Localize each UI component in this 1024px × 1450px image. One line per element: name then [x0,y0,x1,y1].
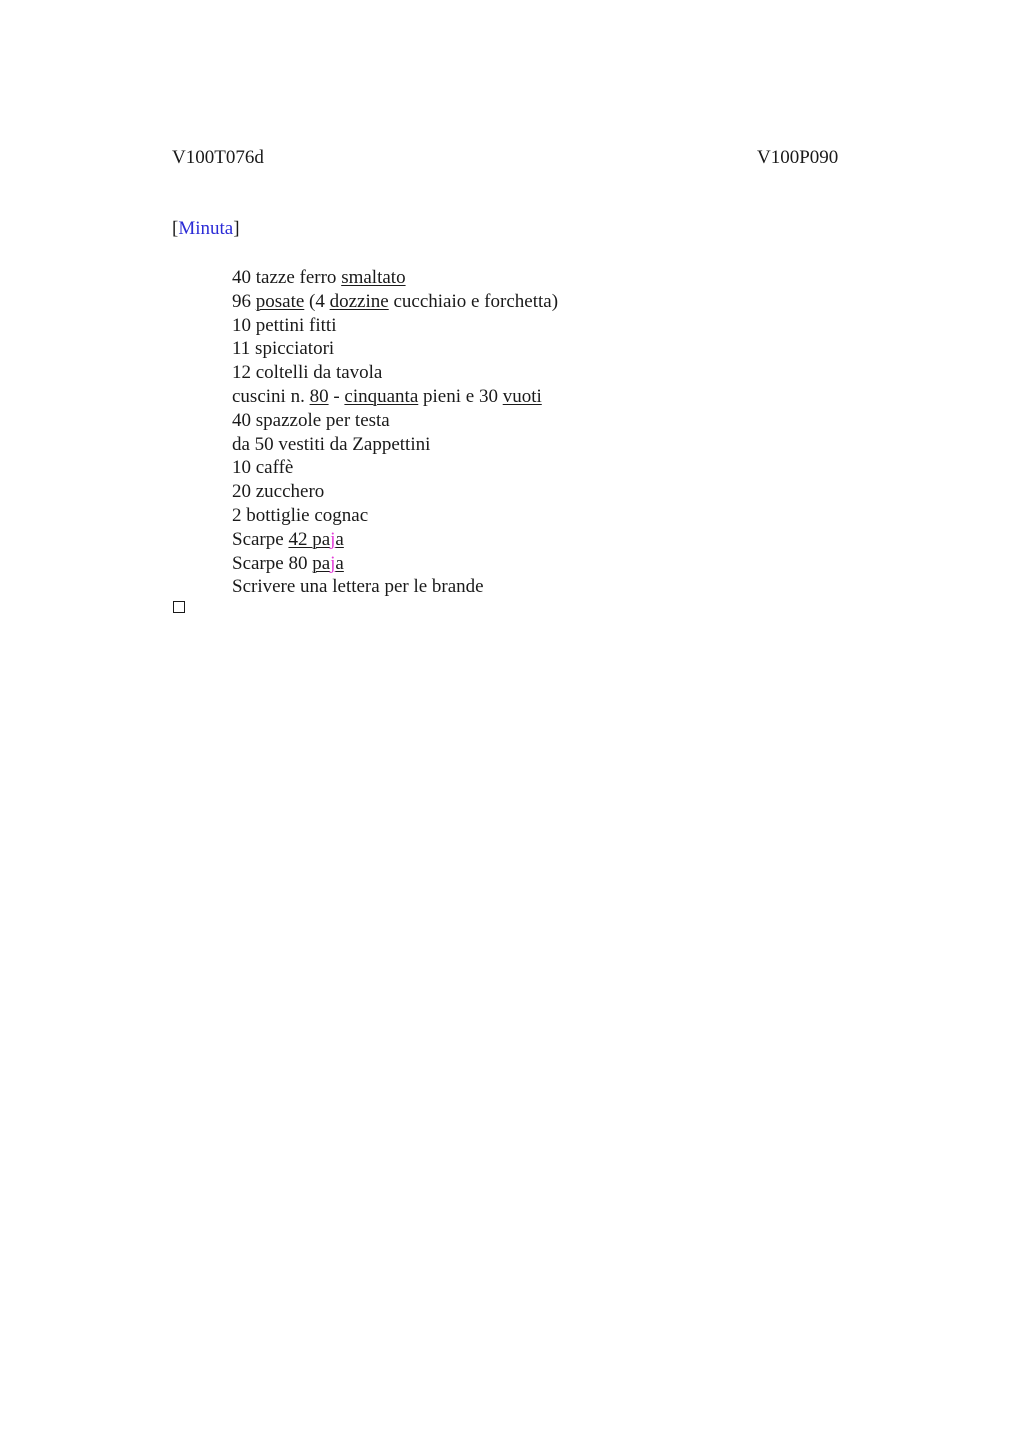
item-list [232,266,558,599]
item-text: 96 [232,290,256,312]
underlined-text: pa [312,552,331,574]
list-item [232,480,558,504]
document-code-right: V100P090 [757,147,839,168]
underlined-text: cinquanta [344,385,419,407]
item-text: 2 bottiglie cognac [232,504,369,526]
list-item [232,337,558,361]
item-text: cuscini n. [232,385,310,407]
item-text: 12 coltelli da tavola [232,362,383,384]
item-text: (4 [304,290,330,312]
list-item [232,528,558,552]
close-bracket: ] [233,218,240,239]
underlined-text: vuoti [502,385,542,407]
underlined-text: smaltato [341,267,406,288]
item-text: da 50 vestiti da Zappettini [232,433,431,455]
open-bracket: [ [172,218,179,239]
list-item [232,433,558,457]
item-text: cucchiaio e forchetta) [388,290,559,312]
item-text: Scrivere una lettera per le brande [232,576,484,598]
list-item [232,314,558,338]
item-text: Scarpe [232,528,289,550]
item-text: 20 zucchero [232,481,325,503]
list-item [232,552,558,576]
list-item [232,290,558,314]
underlined-text: j [330,528,336,550]
list-item [232,409,558,433]
item-text: Scarpe 80 [232,552,313,574]
item-text: pieni e 30 [418,385,503,407]
underlined-text: 80 [309,385,329,407]
list-item [232,456,558,480]
underlined-text: j [330,552,336,574]
underlined-text: dozzine [329,290,389,312]
note-label: Minuta [178,218,234,239]
list-item [232,385,558,409]
underlined-text: a [335,528,344,550]
empty-square-icon [173,601,185,613]
list-item [232,361,558,385]
list-item [232,504,558,528]
note-tag [172,218,240,240]
underlined-text: 42 pa [288,528,331,550]
item-text: 11 spicciatori [232,338,335,360]
item-text: 40 tazze ferro [232,267,342,288]
item-text: 10 caffè [232,457,294,479]
underlined-text: a [335,552,344,574]
item-text: - [328,385,345,407]
item-text: 40 spazzole per testa [232,409,390,431]
item-text: 10 pettini fitti [232,314,337,336]
underlined-text: posate [255,290,305,312]
list-item [232,575,558,599]
document-code-left: V100T076d [172,147,264,168]
list-item [232,266,558,290]
